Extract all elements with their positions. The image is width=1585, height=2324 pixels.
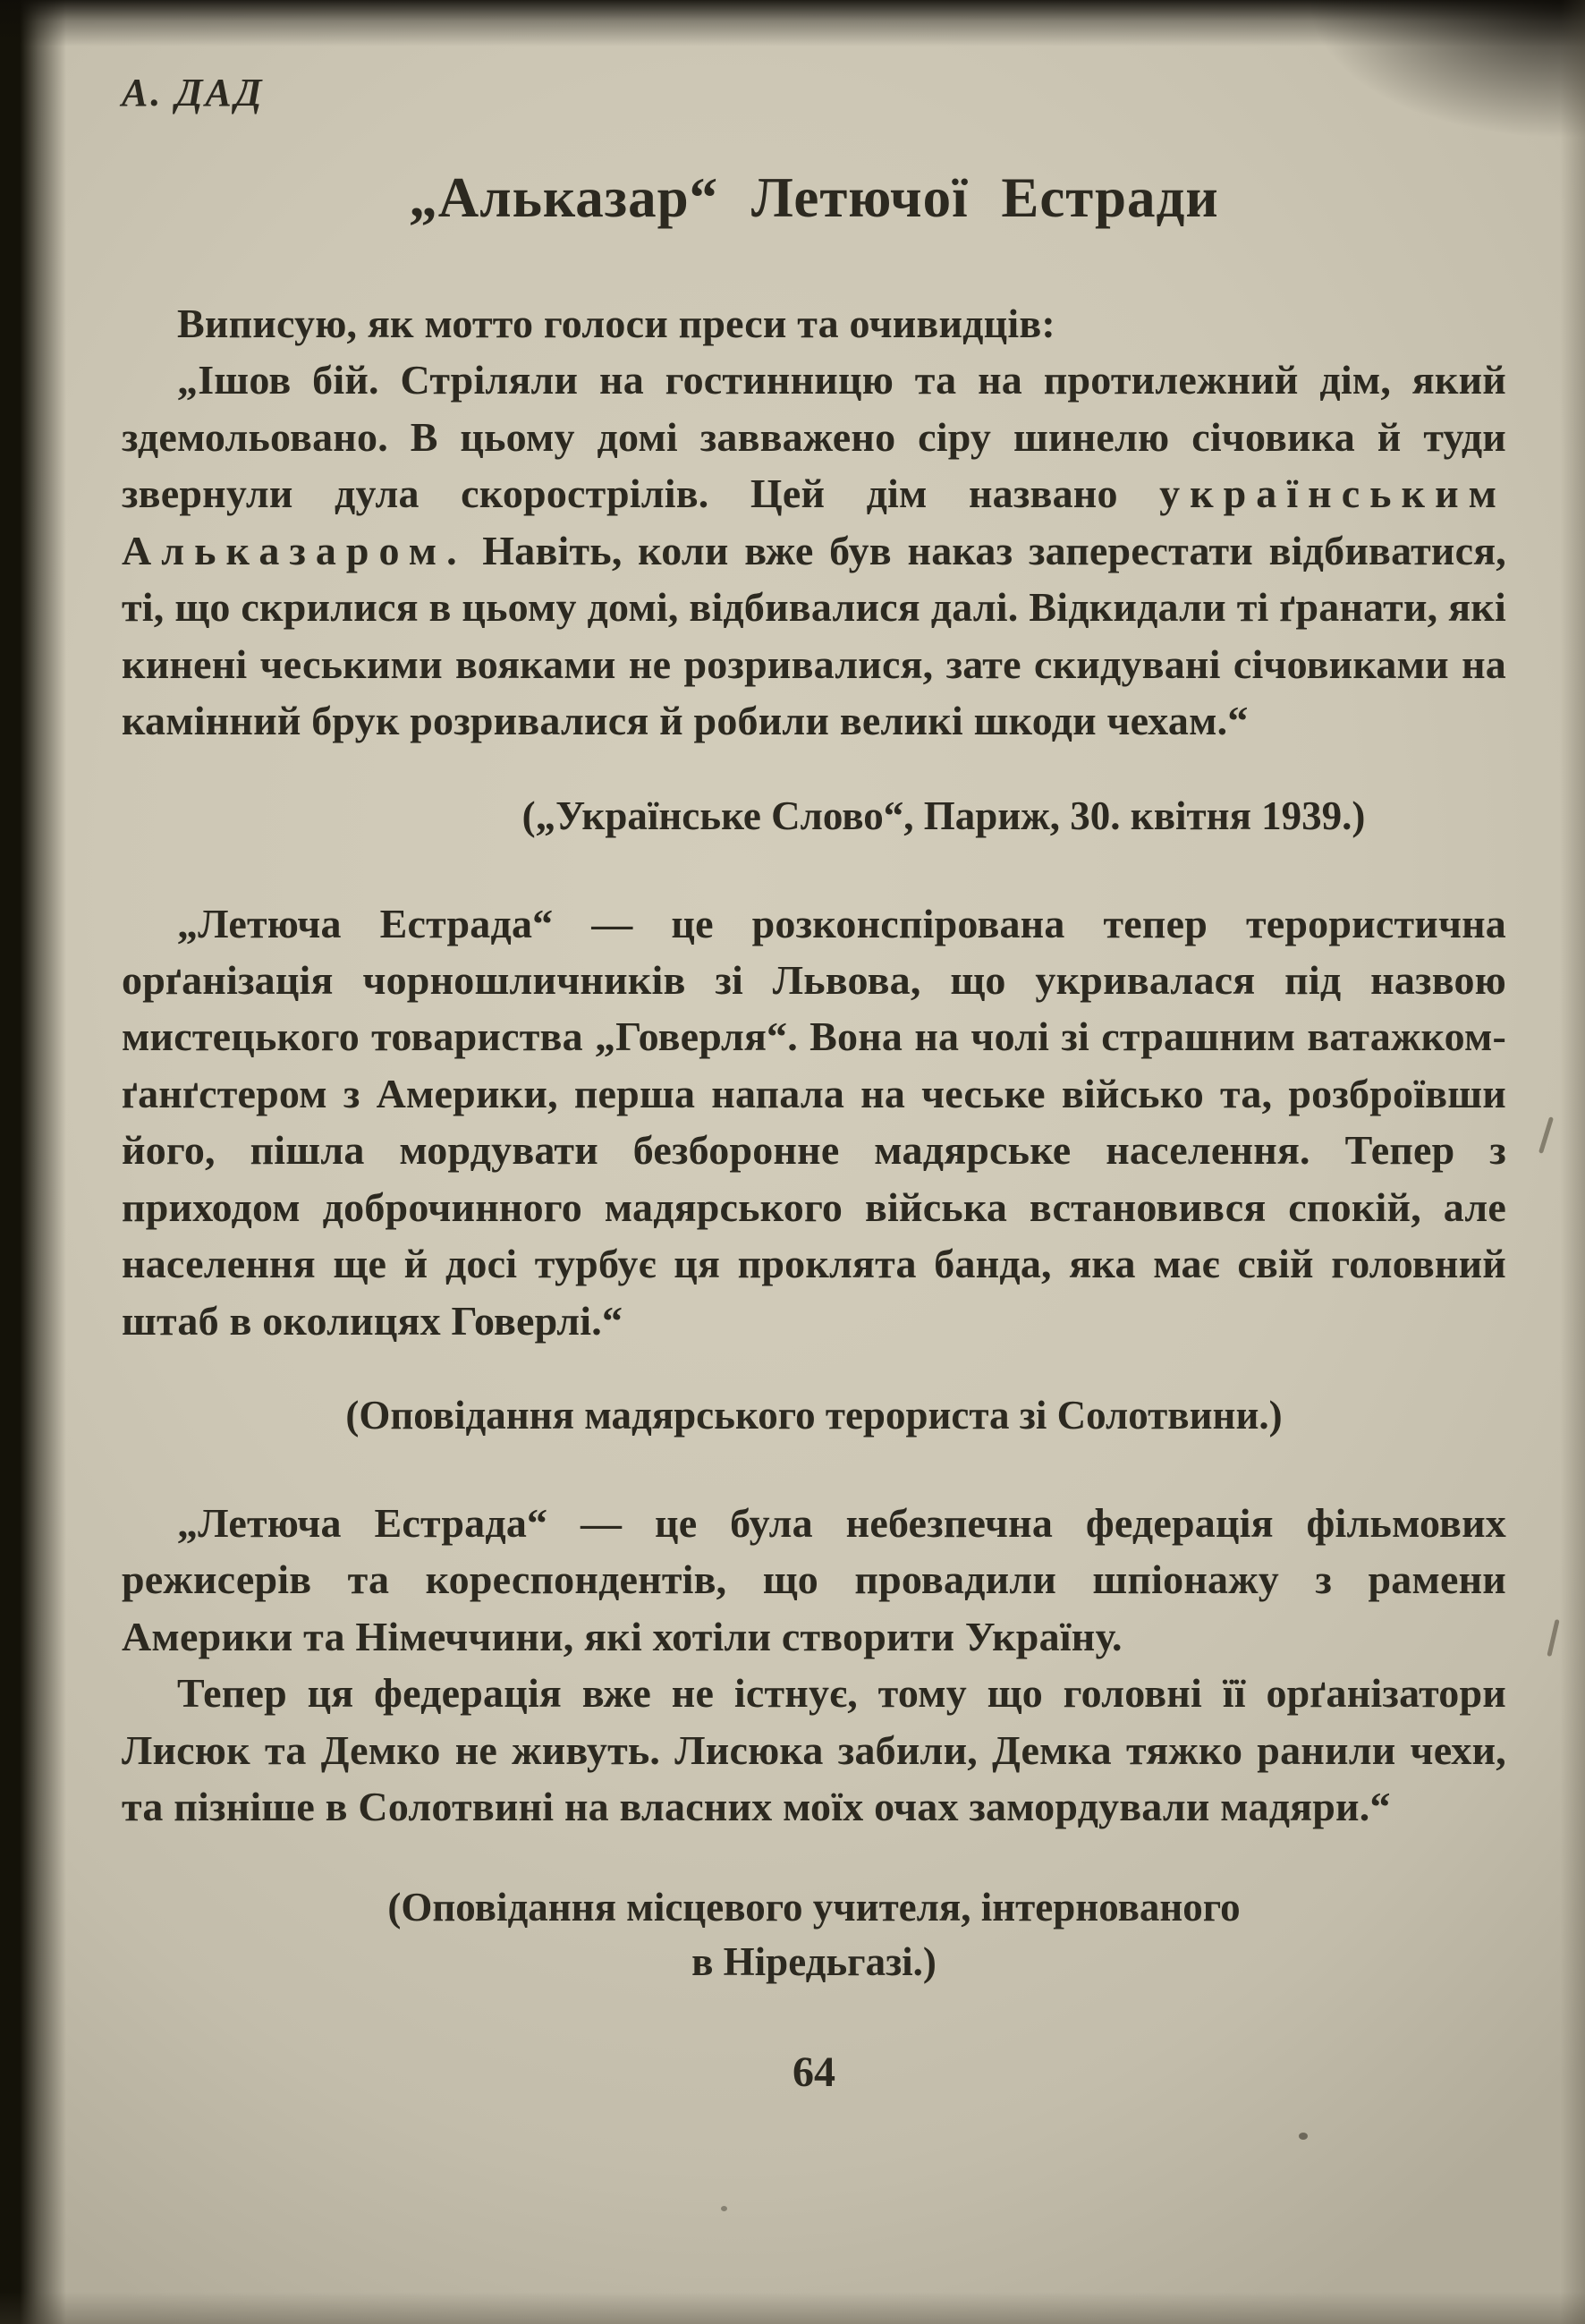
pen-mark-2 — [1547, 1619, 1559, 1657]
terrorist-account-paragraph: „Летюча Естрада“ — це розконспірована тепер терористична орґанізація чорношличників зі Львова, що укривалася під назвою мистецького товариства „Говерля“. Вона на чолі зі страшним ватажком-ґанґстером з Америки, перша напала на чеське військо та, розброївши його, пішла мордувати безборонне мадярське населення. Тепер з приходом доброчинного мадярського війська встановився спокій, але населення ще й досі турбує ця проклята банда, яка має свій головний штаб в околицях Говерлі.“ — [122, 900, 1506, 1344]
teacher-account-paragraph-1: „Летюча Естрада“ — це була небезпечна федерація фільмових режисерів та кореспондентів, що провадили шпіонажу з рамени Америки та Німеччини, які хотіли створити Україну. — [122, 1500, 1506, 1659]
page-number: 64 — [792, 2048, 835, 2097]
ink-speck-2 — [721, 2206, 727, 2211]
press-quote-text-after: Навіть, коли вже був наказ заперестати відбиватися, ті, що скрилися в цьому домі, відбивалися далі. Відкидали ті ґранати, які кинені чеськими вояками не розривалися, зате скидувані січовиками на камінний брук розривалися й робили великі шкоди чехам.“ — [122, 527, 1506, 744]
intro-paragraph: Виписую, як мотто голоси преси та очивидців: — [177, 301, 1055, 346]
citation-teacher-line-2: в Ніредьгазі.) — [691, 1938, 937, 1984]
citation-press-source: („Українське Слово“, Париж, 30. квітня 1939.) — [521, 793, 1366, 838]
author-byline: А. ДАД — [122, 71, 265, 115]
press-quote-paragraph — [122, 352, 1506, 749]
citation-teacher-line-1: (Оповідання місцевого учителя, інтернованого — [387, 1884, 1241, 1930]
scan-edge-bottom — [0, 2292, 1585, 2324]
pen-mark-1 — [1538, 1116, 1554, 1154]
press-quote-letterspaced-emphasis: українським Альказаром. — [122, 471, 1506, 573]
ink-speck-1 — [1299, 2133, 1308, 2140]
press-quote-text-before: „Ішов бій. Стріляли на гостинницю та на протилежний дім, який здемольовано. В цьому домі завважено сіру шинелю січовика й туди звернули дула скорострілів. Цей дім названо — [122, 357, 1506, 517]
page-content — [122, 70, 1506, 2097]
scan-edge-right — [1560, 0, 1585, 2324]
page-title: „Альказар“ Летючої Естради — [409, 166, 1219, 229]
scan-edge-top — [0, 0, 1585, 47]
citation-teacher-source — [122, 1880, 1506, 1989]
teacher-account-paragraph-2: Тепер ця федерація вже не істнує, тому що головні її орґанізатори Лисюк та Демко не живуть. Лисюка забили, Демка тяжко ранили чехи, та пізніше в Солотвині на власних моїх очах замордували мадяри.“ — [122, 1670, 1506, 1830]
citation-terrorist-source: (Оповідання мадярського терориста зі Солотвини.) — [345, 1393, 1283, 1438]
scan-edge-left — [0, 0, 66, 2324]
